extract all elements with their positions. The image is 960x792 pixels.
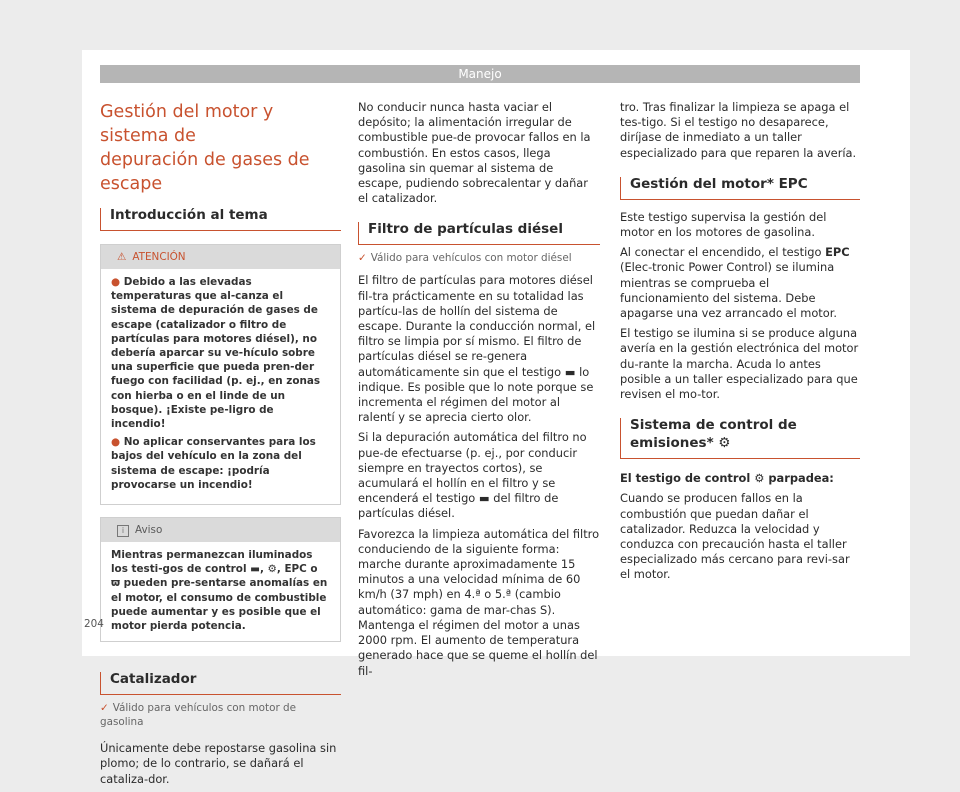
engine-check-icon: ⚙ — [267, 563, 277, 576]
check-icon: ✓ — [100, 702, 109, 715]
paragraph: Cuando se producen fallos en la combustión que puedan dañar el catalizador. Reduzca la velocidad y conduzca con precaución hasta el taller especializado más cercano para revi-sar el motor. — [620, 491, 850, 582]
emission-control-heading: Sistema de control de emisiones* ⚙ — [620, 416, 860, 459]
notice-body: Mientras permanezcan iluminados los testi-gos de control ▬, ⚙, EPC o ϖ pueden pre-sentarse anomalías en el motor, el consumo de combustible puede aumentar y es posible que el motor pierda potencia. — [111, 549, 328, 633]
paragraph: El filtro de partículas para motores diésel fil-tra prácticamente en su totalidad las partícu-las de hollín del sistema de escape. Durante la conducción normal, el filtro se limpia por sí mismo. El filtro de partículas diésel se re-genera automáticamente sin que el testigo ▬ lo indique. Es posible que lo note porque se incrementa el régimen del motor al ralentí y se aprecia cierto olor. — [358, 273, 596, 425]
intro-heading: Introducción al tema — [100, 206, 341, 231]
engine-management-heading: Gestión del motor* EPC — [620, 175, 860, 200]
catalyst-text: Únicamente debe repostarse gasolina sin plomo; de lo contrario, se dañará el cataliza-dor. — [100, 741, 337, 786]
manual-page — [82, 50, 910, 786]
notice-header: i Aviso — [101, 518, 340, 542]
engine-check-icon: ⚙ — [754, 471, 765, 486]
info-icon: i — [117, 525, 129, 537]
engine-check-icon: ⚙ — [718, 435, 731, 452]
attention-box — [100, 244, 341, 505]
dpf-validity: ✓ Válido para vehículos con motor diésel — [358, 252, 572, 265]
glow-plug-icon: ϖ — [111, 577, 121, 590]
paragraph: No conducir nunca hasta vaciar el depósito; la alimentación irregular de combustible pue-de provocar fallos en la combustión. En estos casos, llega gasolina sin quemar al sistema de escape, pudiendo sobrecalentar y dañar el catalizador. — [358, 100, 591, 206]
catalyst-validity: ✓ Válido para vehículos con motor de gasolina — [100, 702, 297, 729]
page-number: 204 — [84, 618, 104, 630]
paragraph: Este testigo supervisa la gestión del motor en los motores de gasolina. — [620, 209, 827, 240]
dpf-warning-icon: ▬ — [564, 364, 576, 379]
column-3 — [620, 100, 860, 588]
epc-icon: EPC — [284, 563, 307, 576]
paragraph: tro. Tras finalizar la limpieza se apaga el tes-tigo. Si el testigo no desaparece, diríjase de inmediato a un taller especializado para que reparen la avería. — [620, 100, 857, 160]
attention-body — [101, 269, 340, 504]
dpf-heading: Filtro de partículas diésel — [358, 220, 600, 245]
epc-icon: EPC — [778, 175, 808, 192]
attention-item: ● Debido a las elevadas temperaturas que al-canza el sistema de depuración de gases de escape (catalizador o filtro de partículas para motores diésel), no debería aparcar su ve-hículo sobre una superficie que pueda pren-der fuego con facilidad (p. ej., en zonas con hierba o en el linde de un bosque). ¡Existe pe-ligro de incendio! — [111, 276, 321, 431]
column-1 — [100, 96, 341, 792]
paragraph: El testigo se ilumina si se produce alguna avería en la gestión electrónica del motor du-rante la marcha. Acuda lo antes posible a un taller especializado para que revisen el mo-tor. — [620, 326, 859, 402]
dpf-warning-icon: ▬ — [478, 491, 490, 506]
paragraph: Favorezca la limpieza automática del filtro conduciendo de la siguiente forma: marche durante aproximadamente 15 minutos a una velocidad mínima de 60 km/h (37 mph) en 4.ª o 5.ª (cambio automático: gama de mar-chas S). Mantenga el régimen del motor a unas 2000 rpm. El aumento de temperatura generado hace que se queme el hollín del fil- — [358, 526, 600, 678]
paragraph: Si la depuración automática del filtro no pue-de efectuarse (p. ej., por conducir siempre en trayectos cortos), se acumulará el hollín en el filtro y se encenderá el testigo ▬ del filtro de partículas diésel. — [358, 430, 587, 521]
dpf-warning-icon: ▬ — [250, 563, 260, 576]
chapter-header: Manejo — [100, 65, 860, 83]
column-2 — [358, 100, 600, 684]
check-icon: ✓ — [358, 252, 367, 265]
attention-item: ● No aplicar conservantes para los bajos del vehículo en la zona del sistema de escape: ¡podría provocarse un incendio! — [111, 436, 316, 491]
paragraph: Al conectar el encendido, el testigo EPC (Elec-tronic Power Control) se ilumina mientras se comprueba el funcionamiento del sistema. Debe apagarse una vez arrancado el motor. — [620, 245, 850, 321]
attention-header: ⚠ ATENCIÓN — [101, 245, 340, 269]
notice-box — [100, 517, 341, 642]
warning-triangle-icon: ⚠ — [117, 251, 127, 263]
subheading: El testigo de control ⚙ parpadea: — [620, 471, 834, 486]
page-title: Gestión del motor y sistema de depuración de gases de escape — [100, 102, 310, 194]
catalyst-heading: Catalizador — [100, 670, 341, 695]
epc-icon: EPC — [825, 245, 850, 260]
